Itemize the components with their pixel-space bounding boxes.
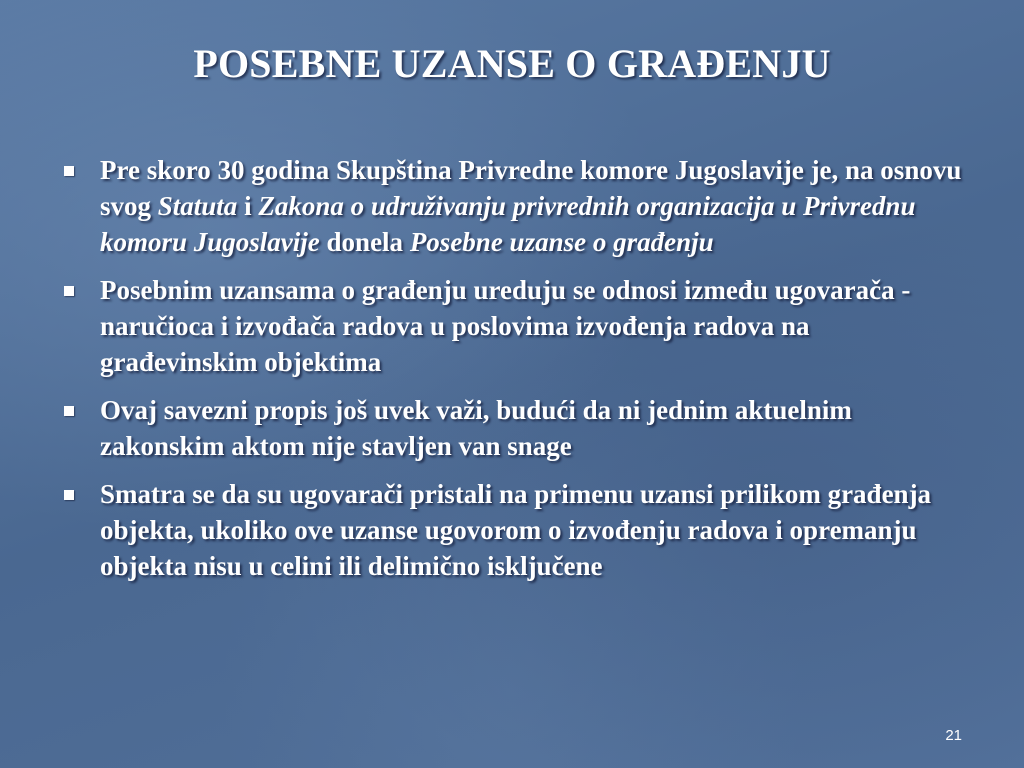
bullet-text-segment-italic: Statuta: [157, 191, 238, 221]
bullet-item-3: [62, 392, 967, 464]
bullet-text-segment: i: [237, 191, 259, 221]
bullet-item-4: [62, 476, 967, 584]
bullet-text-segment-italic: Posebne uzanse o građenju: [409, 227, 714, 257]
slide-title: POSEBNE UZANSE O GRAĐENJU: [193, 41, 831, 86]
bullet-item-1: [62, 152, 967, 260]
bullet-text-segment: donela: [319, 227, 410, 257]
page-number: 21: [945, 727, 962, 744]
bullet-list: [62, 152, 967, 596]
square-bullet-icon: [64, 406, 74, 416]
bullet-text-segment: Smatra se da su ugovarači pristali na primenu uzansi prilikom građenja objekta, ukoliko ove uzanse ugovorom o izvođenju radova i opremanju objekta nisu u celini ili delimično isključene: [100, 479, 932, 581]
bullet-text-segment: Posebnim uzansama o građenju ureduju se odnosi između ugovarača - naručioca i izvođača radova u poslovima izvođenja radova na građevinskim objektima: [100, 275, 911, 377]
bullet-text-segment: Pre skoro 30 godina Skupština Privredne komore Jugoslavije je, na osnovu svog: [100, 155, 962, 221]
square-bullet-icon: [64, 490, 74, 500]
square-bullet-icon: [64, 286, 74, 296]
square-bullet-icon: [64, 166, 74, 176]
bullet-text-segment-italic: Zakona o udruživanju privrednih organizacija u Privrednu komoru Jugoslavije: [100, 191, 916, 257]
bullet-item-2: [62, 272, 967, 380]
bullet-text-segment: Ovaj savezni propis još uvek važi, budući da ni jednim aktuelnim zakonskim aktom nije stavljen van snage: [100, 395, 852, 461]
